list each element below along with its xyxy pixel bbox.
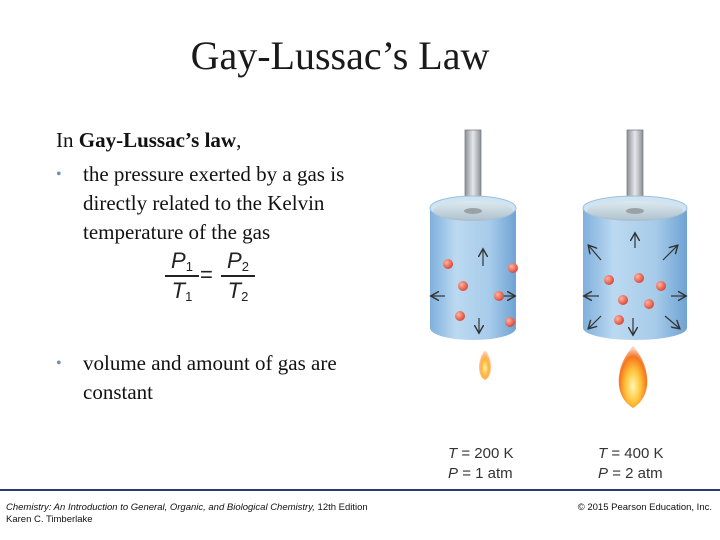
denominator-left: $T_1$	[171, 277, 193, 304]
flame-large-icon	[619, 346, 648, 408]
book-author: Karen C. Timberlake	[6, 514, 93, 525]
conditions-left	[448, 444, 513, 484]
bullet-marker: •	[56, 355, 62, 372]
footer-divider	[0, 489, 720, 491]
pressure-left: P = 1 atm	[448, 465, 513, 482]
temperature-left: T = 200 K	[448, 445, 514, 462]
numerator-right: $P_2$	[227, 248, 249, 274]
cylinder-right	[583, 130, 687, 408]
footer-citation	[6, 502, 368, 526]
intro-prefix: In	[56, 128, 79, 152]
cylinder-left	[430, 130, 518, 380]
intro-suffix: ,	[236, 128, 242, 152]
gas-cylinders-illustration	[415, 128, 715, 418]
fraction-right	[221, 248, 255, 304]
footer-copyright: © 2015 Pearson Education, Inc.	[577, 502, 712, 513]
bullet-text: the pressure exerted by a gas is directly related to the Kelvin temperature of the gas	[83, 162, 345, 244]
bullet-marker: •	[56, 166, 62, 183]
flame-small-icon	[479, 350, 491, 380]
bullet-text: volume and amount of gas are constant	[83, 351, 337, 404]
equals-sign: =	[200, 262, 213, 287]
slide-title: Gay-Lussac’s Law	[190, 33, 490, 78]
conditions-right	[598, 444, 663, 484]
denominator-right: $T_2$	[227, 277, 249, 304]
numerator-left: $P_1$	[171, 248, 193, 274]
fraction-left	[165, 248, 199, 304]
book-edition: 12th Edition	[314, 502, 368, 513]
temperature-right: T = 400 K	[598, 445, 664, 462]
book-title: Chemistry: An Introduction to General, Organic, and Biological Chemistry,	[6, 502, 315, 513]
intro-law-name: Gay-Lussac’s law	[78, 128, 237, 152]
intro-text	[56, 126, 241, 154]
pressure-right: P = 2 atm	[598, 465, 663, 482]
